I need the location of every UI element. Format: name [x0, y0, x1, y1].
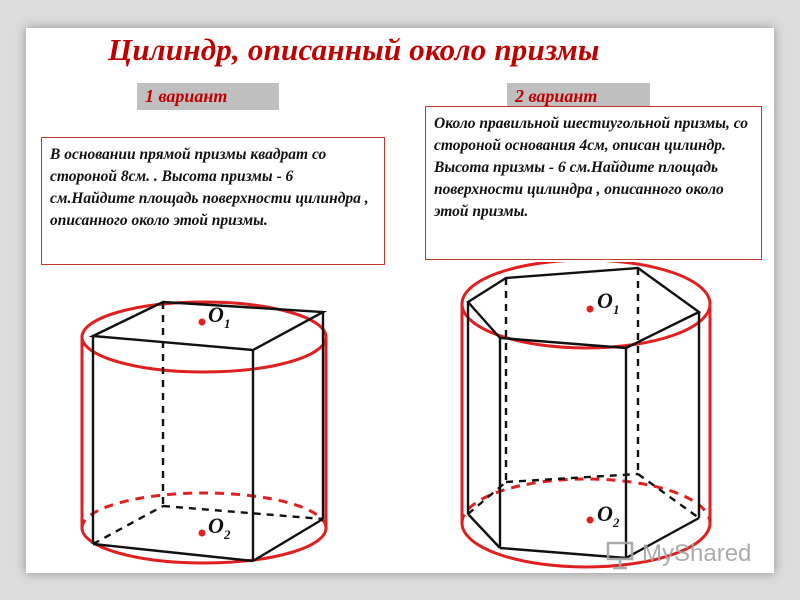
variant-2-label: 2 вариант [507, 83, 650, 110]
cylinder-outline [82, 302, 326, 563]
center-bottom-label: O [208, 513, 224, 538]
center-bottom-point [199, 530, 206, 537]
center-top-point [587, 306, 594, 313]
center-top-index: 1 [224, 316, 231, 331]
variant-1-task-text: В основании прямой призмы квадрат со стороной 8см. . Высота призмы - 6 см.Найдите площадь поверхности цилиндра , описанного около этой призмы. [41, 137, 385, 265]
watermark [604, 536, 774, 572]
center-bottom-index: 2 [613, 515, 620, 530]
variant-1-label: 1 вариант [137, 83, 279, 110]
projector-icon [604, 537, 638, 571]
center-top-point [199, 319, 206, 326]
variant-2-task-text: Около правильной шестиугольной призмы, со стороной основания 4см, описан цилиндр. Высота призмы - 6 см.Найдите площадь поверхности цилиндра , описанного около этой призмы. [425, 106, 762, 260]
center-bottom-index: 2 [224, 527, 231, 542]
slide-title: Цилиндр, описанный около призмы [108, 32, 600, 67]
watermark-text: MyShared [642, 540, 752, 567]
hexagonal-prism [468, 268, 699, 558]
cylinder-hexagonal-prism-figure [458, 262, 724, 578]
center-top-index: 1 [613, 302, 620, 317]
cylinder-square-prism-figure [78, 284, 348, 576]
center-bottom-point [587, 517, 594, 524]
center-bottom-label: O [597, 501, 613, 526]
center-top-label: O [208, 302, 224, 327]
center-top-label: O [597, 288, 613, 313]
